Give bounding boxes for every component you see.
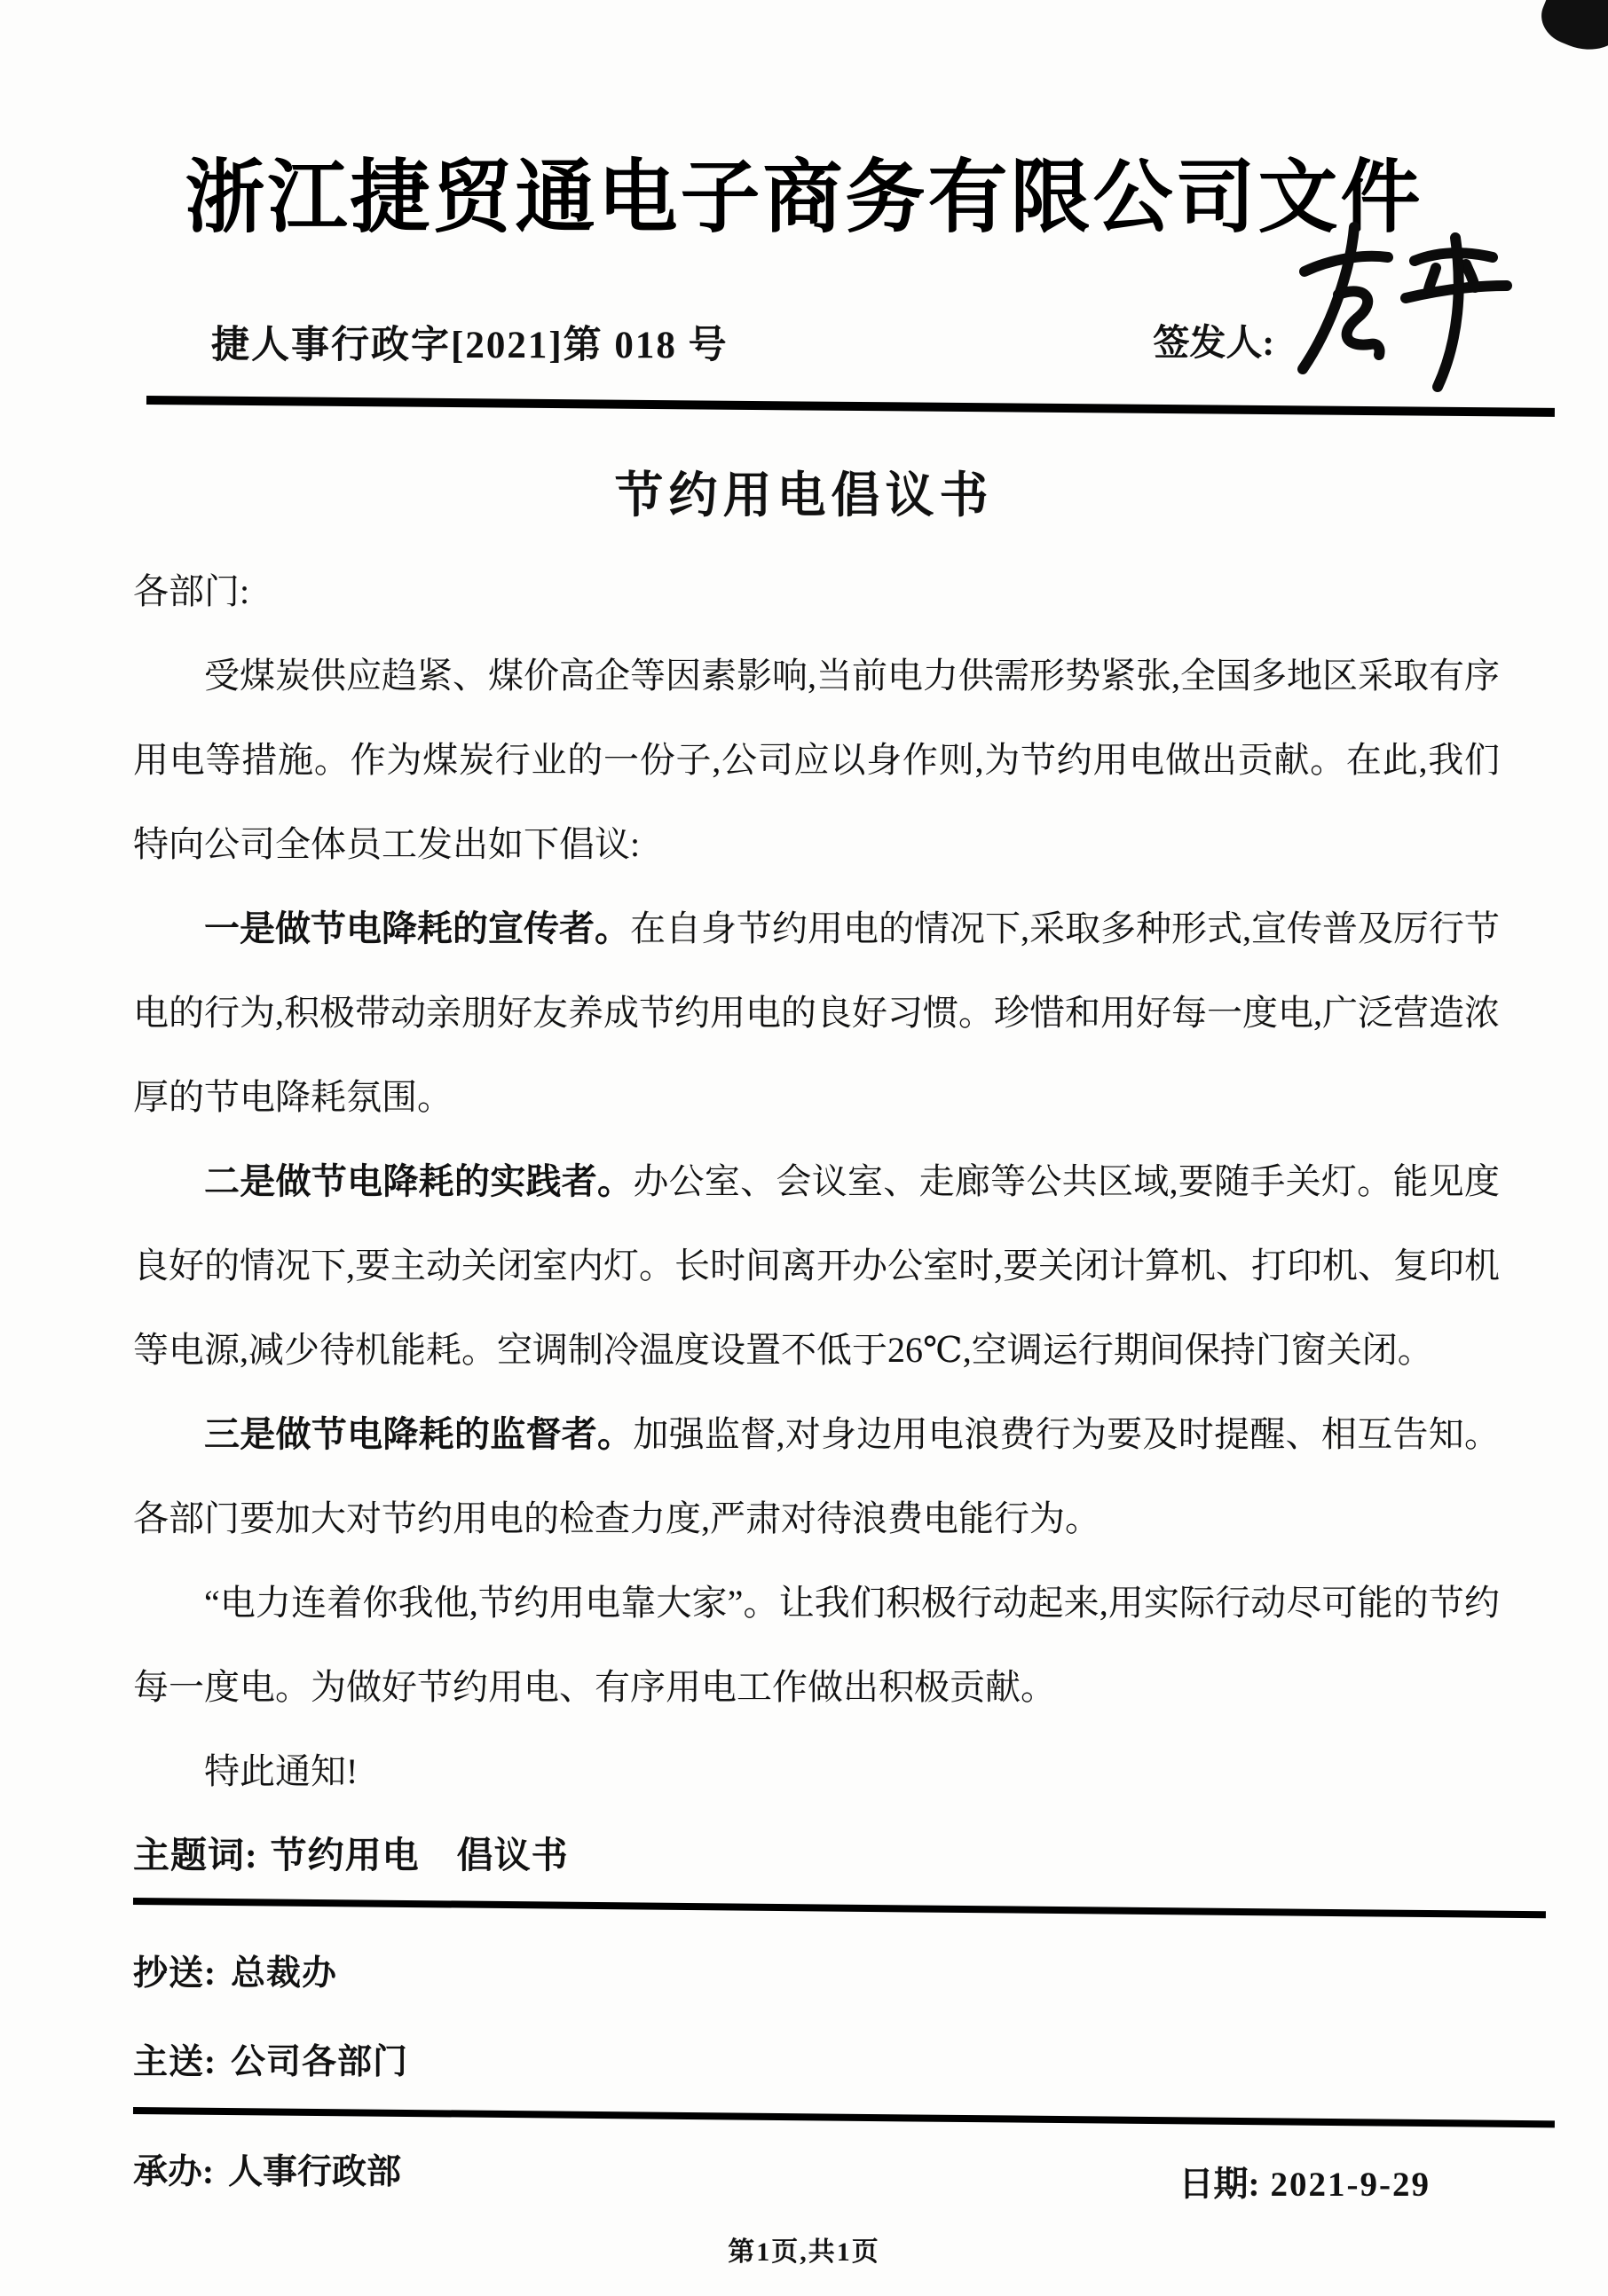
paragraph-4 <box>133 1392 1500 1561</box>
paragraph-1-text: 受煤炭供应趋紧、煤价高企等因素影响,当前电力供需形势紧张,全国多地区采取有序用电等措施。作为煤炭行业的一份子,公司应以身作则,为节约用电做出贡献。在此,我们特向公司全体员工发出如下倡议: <box>133 655 1500 864</box>
document-body <box>133 549 1500 1813</box>
signer-label: 签发人: <box>1153 321 1274 363</box>
date-group <box>1179 2157 1431 2206</box>
paragraph-4-lead: 三是做节电降耗的监督者。 <box>204 1413 634 1454</box>
subject-value: 节约用电 倡议书 <box>270 1834 569 1875</box>
to-row <box>133 2034 1500 2084</box>
paragraph-2 <box>133 886 1500 1139</box>
signature-handwriting-icon <box>1280 213 1519 399</box>
paragraph-4-text: 加强监督,对身边用电浪费行为要及时提醒、相互告知。各部门要加大对节约用电的检查力度,严肃对待浪费电能行为。 <box>133 1413 1501 1538</box>
signer-group <box>1153 313 1519 369</box>
doc-meta-line <box>211 314 1546 369</box>
closing-line: 特此通知! <box>204 1750 359 1791</box>
subject-label: 主题词: <box>133 1834 258 1875</box>
doc-number: 捷人事行政字[2021]第 018 号 <box>211 324 729 366</box>
cc-label: 抄送: <box>133 1954 217 1993</box>
undertaker-value: 人事行政部 <box>228 2152 402 2191</box>
paragraph-1 <box>133 633 1500 886</box>
paragraph-2-text: 在自身节约用电的情况下,采取多种形式,宣传普及厉行节电的行为,积极带动亲朋好友养成节约用电的良好习惯。珍惜和用好每一度电,广泛营造浓厚的节电降耗氛围。 <box>133 908 1500 1117</box>
paragraph-3 <box>133 1139 1500 1392</box>
undertaker-group <box>133 2144 401 2194</box>
date-label: 日期: <box>1178 2165 1260 2204</box>
undertaker-label: 承办: <box>133 2152 214 2191</box>
paragraph-3-text: 办公室、会议室、走廊等公共区域,要随手关灯。能见度良好的情况下,要主动关闭室内灯。长时间离开办公室时,要关闭计算机、打印机、复印机等电源,减少待机能耗。空调制冷温度设置不低于26℃,空调运行期间保持门窗关闭。 <box>133 1160 1501 1370</box>
to-label: 主送: <box>133 2042 217 2081</box>
cc-row <box>133 1946 1500 1995</box>
page-indicator: 第1页,共1页 <box>728 2237 880 2267</box>
footer-divider-2 <box>133 2107 1555 2127</box>
paragraph-5 <box>133 1561 1500 1729</box>
bottom-row <box>133 2144 1431 2206</box>
doc-title: 节约用电倡议书 <box>614 468 994 523</box>
salutation: 各部门: <box>133 570 250 611</box>
to-value: 公司各部门 <box>231 2042 409 2081</box>
paragraph-5-text: “电力连着你我他,节约用电靠大家”。让我们积极行动起来,用实际行动尽可能的节约每一度电。为做好节约用电、有序用电工作做出积极贡献。 <box>133 1582 1500 1707</box>
footer-divider-1 <box>133 1898 1546 1918</box>
paragraph-2-lead: 一是做节电降耗的宣传者。 <box>204 908 630 948</box>
paragraph-3-lead: 二是做节电降耗的实践者。 <box>204 1160 634 1201</box>
cc-value: 总裁办 <box>231 1954 338 1993</box>
subject-line <box>133 1826 1500 1878</box>
date-value: 2021-9-29 <box>1270 2165 1431 2204</box>
company-title: 浙江捷贸通电子商务有限公司文件 <box>185 154 1423 242</box>
